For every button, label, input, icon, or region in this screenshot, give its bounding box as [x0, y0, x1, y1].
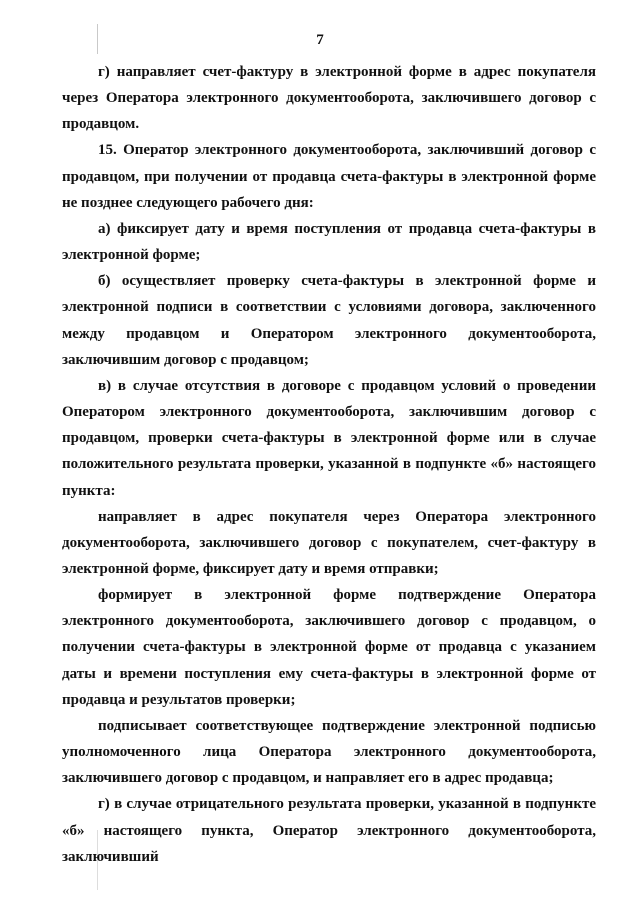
paragraph-g-send-invoice: г) направляет счет-фактуру в электронной форме в адрес покупателя через Оператора электронного документооборота, заключившего договор с продавцом.	[62, 64, 596, 133]
paragraph-sends-to-buyer: направляет в адрес покупателя через Оператора электронного документооборота, заключившего договор с покупателем, счет-фактуру в электронной форме, фиксирует дату и время отправки;	[62, 508, 596, 577]
page-number: 7	[316, 32, 324, 48]
document-text	[62, 59, 596, 870]
paragraph-a-fix-date: а) фиксирует дату и время поступления от продавца счета-фактуры в электронной форме;	[62, 220, 596, 264]
paragraph-v-absence: в) в случае отсутствия в договоре с продавцом условий о проведении Оператором электронного документооборота, заключившим договор с продавцом, проверки счета-фактуры в электронной форме или в случае положительного результата проверки, указанной в подпункте «б» настоящего пункта:	[62, 377, 596, 499]
paragraph-signs-confirmation: подписывает соответствующее подтверждение электронной подписью уполномоченного лица Оператора электронного документооборота, заключившего договор с продавцом, и направляет его в адрес продавца;	[62, 717, 596, 787]
paragraph-forms-confirmation: формирует в электронной форме подтверждение Оператора электронного документооборота, заключившего договор с продавцом, о получении счета-фактуры в электронной форме от продавца с указанием даты и времени поступления ему счета-фактуры в электронной форме от продавца и результатов проверки;	[62, 587, 596, 708]
paragraph-15-operator: 15. Оператор электронного документооборота, заключивший договор с продавцом, при получении от продавца счета-фактуры в электронной форме не позднее следующего рабочего дня:	[62, 142, 596, 211]
paragraph-b-check: б) осуществляет проверку счета-фактуры в электронной форме и электронной подписи в соответствии с условиями договора, заключенного между продавцом и Оператором электронного документооборота, заключившим договор с продавцом;	[62, 273, 596, 368]
paragraph-g-negative-result: г) в случае отрицательного результата проверки, указанной в подпункте «б» настоящего пункта, Оператор электронного документооборота, заключивший	[62, 796, 596, 865]
